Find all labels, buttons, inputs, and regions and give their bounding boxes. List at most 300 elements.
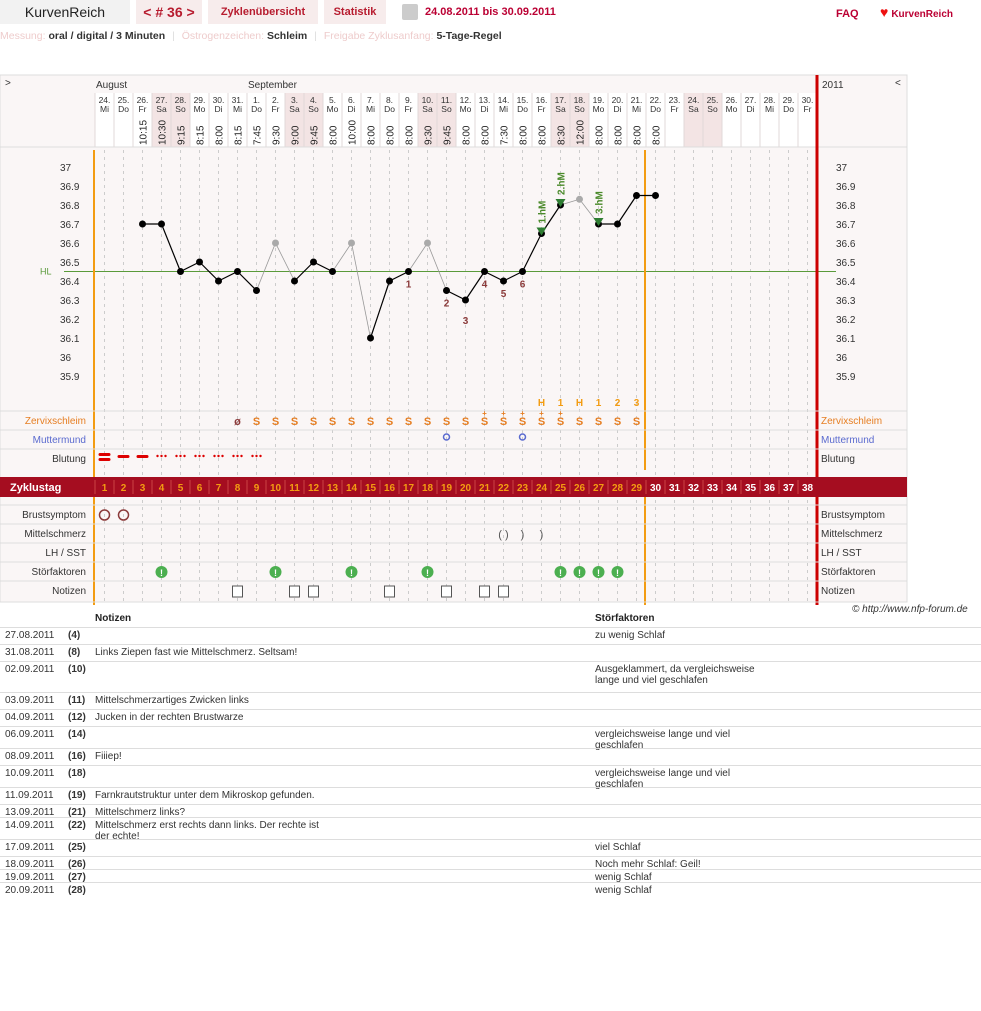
table-date: 06.09.2011: [5, 729, 55, 740]
cycle-day-number: 3: [139, 483, 146, 494]
row-label-left: Blutung: [52, 454, 86, 465]
day-date: 24.: [98, 95, 111, 105]
temp-point: [329, 268, 336, 275]
row-label-right: Mittelschmerz: [821, 529, 883, 540]
bleeding-spot-icon: [183, 455, 185, 457]
cycle-day-number: 22: [497, 483, 510, 494]
day-weekday: Fr: [670, 104, 679, 114]
day-date: 9.: [404, 95, 413, 105]
measure-time: 9:00: [290, 125, 302, 145]
measure-time: 8:00: [594, 125, 606, 145]
measurement-label: Messung:: [0, 30, 46, 42]
cycle-day-number: 19: [440, 483, 453, 494]
bleeding-spot-icon: [221, 455, 223, 457]
copyright: © http://www.nfp-forum.de: [852, 604, 968, 615]
temp-point: [519, 268, 526, 275]
cycle-day-number: 13: [326, 483, 339, 494]
y-tick-right: 35.9: [836, 372, 856, 383]
y-tick-left: 36.6: [60, 239, 80, 250]
day-date: 10.: [421, 95, 434, 105]
day-date: 23.: [668, 95, 681, 105]
day-weekday: Di: [214, 104, 223, 114]
temp-point: [253, 287, 260, 294]
table-disturbance: Ausgeklammert, da vergleichsweise lange und viel geschlafen: [595, 664, 755, 686]
mucus-symbol: S: [594, 416, 603, 428]
temp-point: [481, 268, 488, 275]
measure-time: 8:00: [385, 125, 397, 145]
note-icon: [309, 586, 319, 597]
day-date: 27.: [155, 95, 168, 105]
measure-time: 9:45: [309, 125, 321, 145]
day-date: 19.: [592, 95, 605, 105]
table-date: 27.08.2011: [5, 630, 55, 641]
cycle-day-number: 4: [158, 483, 165, 494]
day-date: 11.: [440, 95, 453, 105]
y-tick-right: 36.4: [836, 277, 856, 288]
day-weekday: Mo: [193, 104, 206, 114]
day-weekday: So: [574, 104, 585, 114]
day-weekday: Do: [384, 104, 395, 114]
mucus-symbol: ø: [234, 416, 241, 428]
release-label: Freigabe Zyklusanfang:: [323, 30, 434, 42]
table-row: [0, 839, 981, 856]
day-date: 1.: [252, 95, 261, 105]
temp-point: [614, 221, 621, 228]
day-weekday: Di: [746, 104, 755, 114]
table-day-number: (22): [68, 820, 86, 831]
y-tick-left: 36.9: [60, 182, 80, 193]
disturbance-mark: !: [274, 568, 277, 578]
table-row: [0, 692, 981, 709]
table-day-number: (8): [68, 647, 81, 658]
bleeding-spot-icon: [194, 455, 196, 457]
day-date: 3.: [290, 95, 299, 105]
peak-count: 2: [614, 398, 621, 409]
measure-time: 12:00: [575, 119, 587, 145]
day-weekday: Sa: [422, 104, 433, 114]
logo-text: KurvenReich: [891, 9, 953, 20]
table-day-number: (27): [68, 872, 86, 883]
bleeding-spot-icon: [255, 455, 257, 457]
measure-time: 8:00: [613, 125, 625, 145]
mucus-symbol: S: [252, 416, 261, 428]
cycle-day-number: 21: [478, 483, 491, 494]
mucus-plus: +: [520, 409, 525, 418]
faq-link[interactable]: FAQ: [836, 8, 859, 20]
day-date: 18.: [573, 95, 586, 105]
note-icon: [233, 586, 243, 597]
bleeding-heavy-icon: [99, 453, 111, 456]
day-weekday: Mo: [459, 104, 472, 114]
mucus-symbol: S: [309, 416, 318, 428]
measure-time: 8:00: [366, 125, 378, 145]
mucus-plus: +: [558, 409, 563, 418]
temp-point: [310, 259, 317, 266]
table-note: Links Ziepen fast wie Mittelschmerz. Seltsam!: [95, 647, 298, 658]
day-weekday: Mi: [233, 104, 242, 114]
table-day-number: (18): [68, 768, 86, 779]
table-date: 03.09.2011: [5, 695, 55, 706]
measure-time: 8:00: [518, 125, 530, 145]
day-date: 7.: [366, 95, 375, 105]
y-tick-left: 37: [60, 163, 72, 174]
row-label-left: Zervixschleim: [24, 416, 86, 427]
row-label-right: Muttermund: [821, 435, 875, 446]
cycle-day-number: 30: [649, 483, 662, 494]
row-label-left: Störfaktoren: [31, 567, 86, 578]
table-row: [0, 726, 981, 751]
low-temp-label: 4: [481, 279, 488, 291]
day-date: 26.: [136, 95, 149, 105]
nav-statistics[interactable]: Statistik: [324, 0, 386, 24]
note-icon: [499, 586, 509, 597]
bleeding-heavy-icon: [99, 458, 111, 461]
table-date: 11.09.2011: [5, 790, 54, 801]
mittelschmerz-icon: ): [539, 529, 544, 541]
table-disturbance: wenig Schlaf: [595, 885, 652, 896]
mucus-symbol: S: [328, 416, 337, 428]
day-date: 20.: [611, 95, 624, 105]
bleeding-spot-icon: [240, 455, 242, 457]
table-disturbance: vergleichsweise lange und viel geschlafen: [595, 729, 731, 751]
table-day-number: (26): [68, 859, 86, 870]
day-date: 27.: [744, 95, 757, 105]
day-weekday: Mo: [326, 104, 339, 114]
notes-header: Notizen: [95, 613, 132, 624]
day-weekday: Do: [650, 104, 661, 114]
mittelschmerz-icon: ( ): [498, 529, 509, 541]
day-date: 25.: [117, 95, 130, 105]
table-day-number: (4): [68, 630, 81, 641]
bleeding-spot-icon: [156, 455, 158, 457]
cycle-day-number: 20: [459, 483, 472, 494]
table-day-number: (11): [68, 695, 86, 706]
mucus-symbol: S: [290, 416, 299, 428]
bleeding-spot-icon: [179, 455, 181, 457]
disturbance-mark: !: [578, 568, 581, 578]
table-row: [0, 644, 981, 661]
day-weekday: Mi: [366, 104, 375, 114]
day-weekday: Di: [613, 104, 622, 114]
day-date: 6.: [347, 95, 356, 105]
y-tick-right: 36.5: [836, 258, 856, 269]
disturbance-mark: !: [616, 568, 619, 578]
row-label-right: LH / SST: [821, 548, 862, 559]
mucus-symbol: S: [461, 416, 470, 428]
table-row: [0, 627, 981, 644]
cycle-day-number: 2: [120, 483, 127, 494]
y-tick-left: 36: [60, 353, 72, 364]
day-weekday: So: [441, 104, 452, 114]
date-range: 24.08.2011 bis 30.09.2011: [425, 6, 556, 18]
mucus-symbol: S: [632, 416, 641, 428]
measure-time: 9:30: [271, 125, 283, 145]
y-tick-left: 36.4: [60, 277, 80, 288]
cycle-day-number: 9: [253, 483, 260, 494]
temp-point: [633, 192, 640, 199]
table-day-number: (19): [68, 790, 86, 801]
mucus-symbol: S: [556, 416, 565, 428]
heart-logo-icon: ♥: [880, 4, 889, 20]
day-date: 30.: [801, 95, 814, 105]
month-august: August: [96, 80, 128, 91]
day-weekday: So: [707, 104, 718, 114]
low-temp-label: 2: [443, 298, 450, 310]
table-day-number: (21): [68, 807, 86, 818]
day-weekday: Sa: [555, 104, 566, 114]
measure-time: 9:15: [176, 125, 188, 145]
day-weekday: Sa: [688, 104, 699, 114]
table-date: 18.09.2011: [5, 859, 55, 870]
cycle-day-number: 28: [611, 483, 624, 494]
cycle-nav[interactable]: < # 36 >: [136, 0, 202, 24]
scroll-right-arrow: <: [895, 78, 901, 89]
note-icon: [480, 586, 490, 597]
y-tick-left: 36.8: [60, 201, 80, 212]
day-weekday: Mi: [100, 104, 109, 114]
mucus-symbol: S: [423, 416, 432, 428]
day-weekday: Mi: [765, 104, 774, 114]
row-label-right: Zervixschleim: [821, 416, 883, 427]
cycle-day-number: 1: [101, 483, 108, 494]
day-weekday: Do: [251, 104, 262, 114]
note-icon: [290, 586, 300, 597]
disturbance-mark: !: [350, 568, 353, 578]
note-icon: [442, 586, 452, 597]
measure-time: 8:00: [651, 125, 663, 145]
cycle-day-number: 15: [364, 483, 377, 494]
day-weekday: Fr: [803, 104, 812, 114]
table-row: [0, 787, 981, 804]
measure-time: 8:15: [195, 125, 207, 145]
temp-point: [196, 259, 203, 266]
table-disturbance: viel Schlaf: [595, 842, 641, 853]
temp-point: [386, 278, 393, 285]
temp-point: [576, 196, 583, 203]
day-weekday: Di: [347, 104, 356, 114]
bleeding-spot-icon: [251, 455, 253, 457]
table-date: 31.08.2011: [5, 647, 55, 658]
mucus-symbol: S: [518, 416, 527, 428]
low-temp-label: 5: [500, 289, 507, 300]
table-date: 17.09.2011: [5, 842, 55, 853]
measure-time: 8:00: [461, 125, 473, 145]
cycle-day-number: 29: [630, 483, 643, 494]
note-icon: [385, 586, 395, 597]
day-date: 24.: [687, 95, 700, 105]
y-tick-right: 36.8: [836, 201, 856, 212]
day-weekday: Fr: [271, 104, 280, 114]
measurement-info: Messung: oral / digital / 3 Minuten | Östrogenzeichen: Schleim | Freigabe Zyklusanfang: 5-Tage-Regel: [0, 30, 502, 42]
measure-time: 7:45: [252, 125, 264, 145]
mucus-symbol: S: [366, 416, 375, 428]
measure-time: 7:30: [499, 125, 511, 145]
cycle-day-number: 10: [269, 483, 282, 494]
table-day-number: (16): [68, 751, 86, 762]
bleeding-spot-icon: [236, 455, 238, 457]
table-day-number: (14): [68, 729, 86, 740]
table-row: [0, 765, 981, 790]
temp-point: [443, 287, 450, 294]
table-row: [0, 817, 981, 842]
bleeding-spot-icon: [232, 455, 234, 457]
day-date: 5.: [328, 95, 337, 105]
day-date: 13.: [478, 95, 491, 105]
day-date: 28.: [174, 95, 187, 105]
temp-point: [367, 335, 374, 342]
measure-time: 10:15: [138, 119, 150, 145]
table-date: 02.09.2011: [5, 664, 55, 675]
day-date: 25.: [706, 95, 719, 105]
day-date: 16.: [535, 95, 548, 105]
bleeding-spot-icon: [160, 455, 162, 457]
temp-point: [177, 268, 184, 275]
bleeding-medium-icon: [137, 455, 149, 458]
cycle-day-number: 34: [725, 483, 738, 494]
cycle-day-number: 32: [687, 483, 700, 494]
temp-point: [215, 278, 222, 285]
day-weekday: Fr: [537, 104, 546, 114]
peak-count: H: [537, 398, 546, 409]
mucus-plus: +: [539, 409, 544, 418]
measure-time: 9:45: [442, 125, 454, 145]
mucus-plus: +: [501, 409, 506, 418]
table-date: 20.09.2011: [5, 885, 55, 896]
cycle-day-number: 5: [177, 483, 184, 494]
estrogen-value: Schleim: [266, 30, 308, 42]
bleeding-spot-icon: [217, 455, 219, 457]
day-date: 15.: [516, 95, 529, 105]
day-date: 2.: [271, 95, 280, 105]
temp-point: [272, 240, 279, 247]
mucus-plus: +: [482, 409, 487, 418]
y-tick-left: 36.5: [60, 258, 80, 269]
day-weekday: Mo: [725, 104, 738, 114]
table-date: 19.09.2011: [5, 872, 55, 883]
table-row: [0, 856, 981, 869]
day-weekday: Sa: [156, 104, 167, 114]
row-label-left: Mittelschmerz: [24, 529, 86, 540]
disturbance-mark: !: [597, 568, 600, 578]
mucus-symbol: S: [404, 416, 413, 428]
cycle-day-number: 31: [668, 483, 681, 494]
measure-time: 8:30: [556, 125, 568, 145]
table-disturbance: vergleichsweise lange und viel geschlafen: [595, 768, 731, 790]
temp-point: [139, 221, 146, 228]
table-date: 04.09.2011: [5, 712, 55, 723]
measure-time: 8:00: [328, 125, 340, 145]
day-date: 8.: [385, 95, 394, 105]
peak-label: 1.hM: [537, 200, 549, 224]
temp-point: [158, 221, 165, 228]
temp-point: [291, 278, 298, 285]
table-date: 14.09.2011: [5, 820, 55, 831]
day-weekday: Mo: [592, 104, 605, 114]
disturb-header: Störfaktoren: [595, 613, 655, 624]
peak-count: H: [575, 398, 584, 409]
disturbance-mark: !: [559, 568, 562, 578]
mucus-symbol: S: [575, 416, 584, 428]
table-disturbance: zu wenig Schlaf: [595, 630, 666, 641]
day-weekday: Mi: [499, 104, 508, 114]
low-temp-label: 3: [462, 316, 469, 327]
day-weekday: Do: [118, 104, 129, 114]
row-label-left: Zyklustag: [10, 482, 62, 494]
table-note: Mittelschmerzartiges Zwicken links: [95, 695, 249, 706]
table-day-number: (10): [68, 664, 86, 675]
cycle-day-number: 16: [383, 483, 396, 494]
y-tick-right: 36.2: [836, 315, 856, 326]
day-date: 22.: [649, 95, 662, 105]
row-label-left: Muttermund: [32, 435, 86, 446]
day-date: 26.: [725, 95, 738, 105]
mucus-symbol: S: [537, 416, 546, 428]
cycle-day-number: 25: [554, 483, 567, 494]
y-tick-right: 36: [836, 353, 848, 364]
day-weekday: So: [175, 104, 186, 114]
table-note: Fiiiep!: [95, 751, 122, 762]
mucus-symbol: S: [271, 416, 280, 428]
y-tick-left: 36.2: [60, 315, 80, 326]
day-date: 21.: [630, 95, 643, 105]
table-row: [0, 804, 981, 817]
day-date: 29.: [193, 95, 206, 105]
low-temp-label: 1: [405, 279, 412, 291]
cycle-day-number: 23: [516, 483, 529, 494]
bleeding-spot-icon: [213, 455, 215, 457]
scroll-left-arrow: >: [5, 78, 11, 89]
mittelschmerz-icon: ): [520, 529, 525, 541]
bleeding-spot-icon: [202, 455, 204, 457]
cycle-day-number: 7: [215, 483, 222, 494]
table-row: [0, 661, 981, 692]
bleeding-spot-icon: [259, 455, 261, 457]
row-label-right: Blutung: [821, 454, 855, 465]
chart-frame: [0, 75, 907, 602]
nav-cycle-overview[interactable]: Zyklenübersicht: [208, 0, 318, 24]
y-tick-right: 36.3: [836, 296, 856, 307]
day-weekday: Fr: [404, 104, 413, 114]
table-day-number: (25): [68, 842, 86, 853]
day-weekday: Sa: [289, 104, 300, 114]
y-tick-right: 36.7: [836, 220, 856, 231]
table-row: [0, 882, 981, 895]
peak-count: 1: [595, 398, 602, 409]
day-weekday: Mi: [632, 104, 641, 114]
app-title: KurvenReich: [0, 0, 130, 24]
cycle-day-number: 18: [421, 483, 434, 494]
table-date: 10.09.2011: [5, 768, 55, 779]
peak-count: 3: [633, 398, 640, 409]
day-date: 4.: [309, 95, 318, 105]
mucus-symbol: S: [613, 416, 622, 428]
cycle-day-number: 26: [573, 483, 586, 494]
table-note: Farnkrautstruktur unter dem Mikroskop gefunden.: [95, 790, 315, 801]
bleeding-spot-icon: [164, 455, 166, 457]
measure-time: 8:00: [214, 125, 226, 145]
table-row: [0, 869, 981, 882]
day-weekday: Fr: [138, 104, 147, 114]
day-date: 29.: [782, 95, 795, 105]
temp-point: [500, 278, 507, 285]
cycle-day-number: 24: [535, 483, 548, 494]
cycle-day-number: 11: [289, 483, 300, 494]
table-date: 08.09.2011: [5, 751, 55, 762]
peak-count: 1: [557, 398, 564, 409]
y-tick-right: 36.6: [836, 239, 856, 250]
mucus-symbol: S: [499, 416, 508, 428]
measurement-value: oral / digital / 3 Minuten: [48, 30, 166, 42]
